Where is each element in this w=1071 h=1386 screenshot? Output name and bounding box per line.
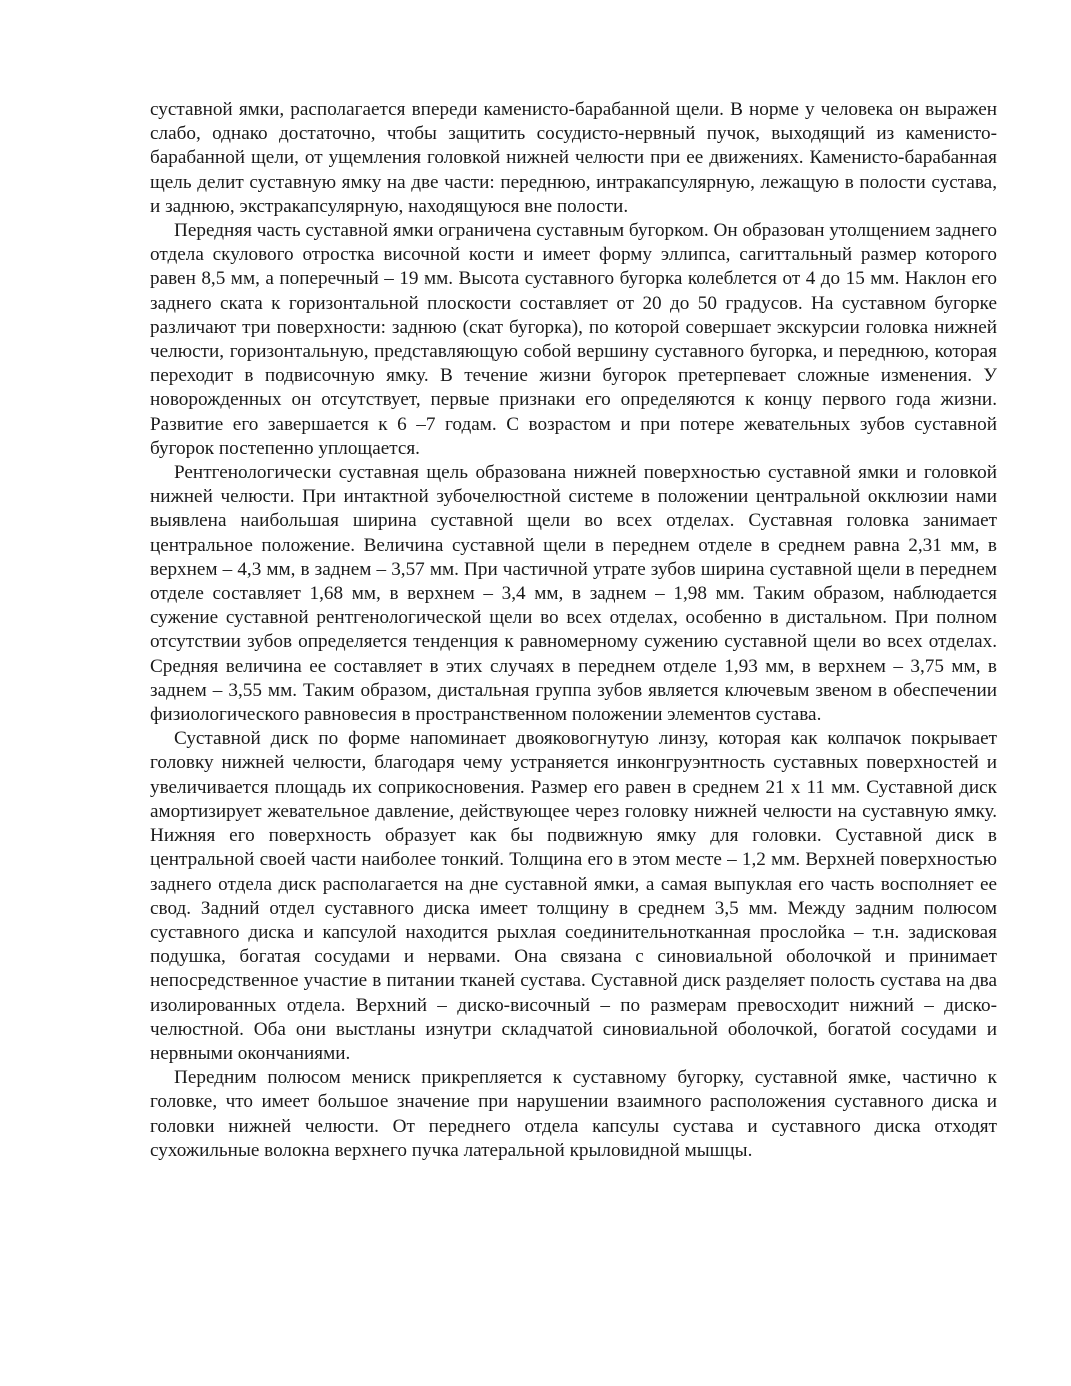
paragraph-meniscus-attachment: Передним полюсом мениск прикрепляется к суставному бугорку, суставной ямке, частично к головке, что имеет большое значение при нарушении взаимного расположения суставного диска и головки нижней челюсти. От переднего отдела капсулы сустава и суставного диска отходят сухожильные волокна верхнего пучка латеральной крыловидной мышцы. — [150, 1067, 997, 1161]
paragraph-articular-tubercle: Передняя часть суставной ямки ограничена суставным бугорком. Он образован утолщением заднего отдела скулового отростка височной кости и имеет форму эллипса, сагиттальный размер которого равен 8,5 мм, а поперечный – 19 мм. Высота суставного бугорка колеблется от 4 до 15 мм. Наклон его заднего ската к горизонтальной плоскости составляет от 20 до 50 градусов. На суставном бугорке различают три поверхности: заднюю (скат бугорка), по которой совершает экскурсии головка нижней челюсти, горизонтальную, представляющую собой вершину суставного бугорка, и переднюю, которая переходит в подвисочную ямку. В течение жизни бугорок претерпевает сложные изменения. У новорожденных он отсутствует, первые признаки его определяются к концу первого года жизни. Развитие его завершается к 6 –7 годам. С возрастом и при потере жевательных зубов суставной бугорок постепенно уплощается. — [150, 220, 997, 459]
paragraph-articular-disc: Суставной диск по форме напоминает двояковогнутую линзу, которая как колпачок покрывает головку нижней челюсти, благодаря чему устраняется инконгруэнтность суставных поверхностей и увеличивается площадь их соприкосновения. Размер его равен в среднем 21 х 11 мм. Суставной диск амортизирует жевательное давление, действующее через головку нижней челюсти на суставную ямку. Нижняя его поверхность образует как бы подвижную ямку для головки. Суставной диск в центральной своей части наиболее тонкий. Толщина его в этом месте – 1,2 мм. Верхней поверхностью заднего отдела диск располагается на дне суставной ямки, а самая выпуклая его часть восполняет ее свод. Задний отдел суставного диска имеет толщину в среднем 3,5 мм. Между задним полюсом суставного диска и капсулой находится рыхлая соединительнотканная прослойка – т.н. задисковая подушка, богатая сосудами и нервами. Она связана с синовиальной оболочкой и принимает непосредственное участие в питании тканей сустава. Суставной диск разделяет полость сустава на два изолированных отдела. Верхний – диско-височный – по размерам превосходит нижний – диско-челюстной. Оба они выстланы изнутри складчатой синовиальной оболочкой, богатой сосудами и нервными окончаниями. — [150, 728, 997, 1064]
paragraph-radiological-joint-space: Рентгенологически суставная щель образована нижней поверхностью суставной ямки и головкой нижней челюсти. При интактной зубочелюстной системе в положении центральной окклюзии нами выявлена наибольшая ширина суставной щели во всех отделах. Суставная головка занимает центральное положение. Величина суставной щели в переднем отделе в среднем равна 2,31 мм, в верхнем – 4,3 мм, в заднем – 3,57 мм. При частичной утрате зубов ширина суставной щели в переднем отделе составляет 1,68 мм, в верхнем – 3,4 мм, в заднем – 1,98 мм. Таким образом, наблюдается сужение суставной рентгенологической щели во всех отделах, особенно в дистальном. При полном отсутствии зубов определяется тенденция к равномерному сужению суставной щели во всех отделах. Средняя величина ее составляет в этих случаях в переднем отделе 1,93 мм, в верхнем – 3,75 мм, в заднем – 3,55 мм. Таким образом, дистальная группа зубов является ключевым звеном в обеспечении физиологического равновесия в пространственном положении элементов сустава. — [150, 462, 997, 726]
document-page — [150, 98, 997, 1163]
paragraph-continuation: суставной ямки, располагается впереди каменисто-барабанной щели. В норме у человека он выражен слабо, однако достаточно, чтобы защитить сосудисто-нервный пучок, выходящий из каменисто-барабанной щели, от ущемления головкой нижней челюсти при ее движениях. Каменисто-барабанная щель делит суставную ямку на две части: переднюю, интракапсулярную, лежащую в полости сустава, и заднюю, экстракапсулярную, находящуюся вне полости. — [150, 99, 997, 217]
